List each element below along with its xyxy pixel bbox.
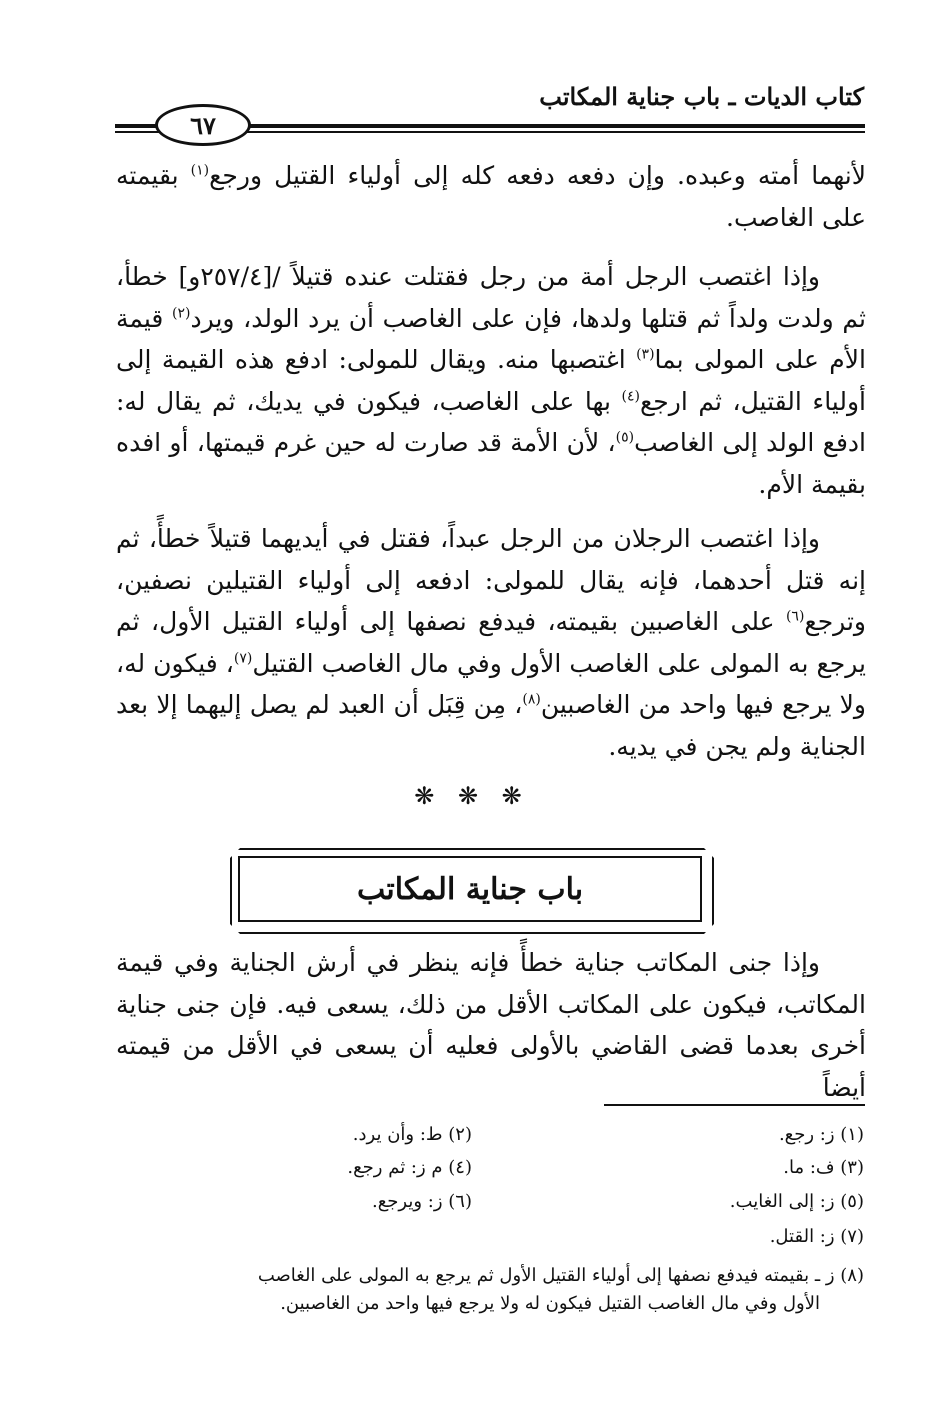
p2-text-c: اغتصبها منه. ويقال للمولى: ادفع هذه القيمة إلى أولياء القتيل، ثم ارجع [116, 345, 866, 416]
footnote-2: (٢) ط: وأن يرد. [352, 1124, 472, 1145]
p2-text-a: وإذا اغتصب الرجل أمة من رجل فقتلت عنده قتيلاً /[٢٥٧/٤و] خطأ، ثم ولدت ولداً ثم قتلها ولدها، فإن على الغاصب أن يرد الولد، ويرد [116, 262, 866, 333]
footnote-ref-4[interactable]: (٤) [621, 388, 640, 405]
p2-text-d: بها على الغاصب، فيكون في يديك، ثم يقال له: ادفع الولد إلى الغاصب [116, 386, 866, 458]
footnote-ref-5[interactable]: (٥) [615, 430, 635, 447]
footnote-8 [104, 1262, 864, 1318]
p2-text-b: قيمة الأم على المولى بما [116, 303, 866, 375]
footnote-ref-1[interactable]: (١) [190, 162, 210, 179]
p3-text-d: ، مِن قِبَل أن العبد لم يصل إليهما إلا بعد الجناية ولم يجن في يديه. [116, 690, 866, 761]
page-number: ٦٧ [155, 104, 251, 146]
chapter-title: باب جناية المكاتب [238, 856, 702, 922]
p1-text-b: بقيمته على الغاصب. [116, 161, 866, 232]
paragraph-3 [116, 518, 866, 768]
footnote-ref-3[interactable]: (٣) [636, 346, 655, 363]
footnote-1: (١) ز: رجع. [778, 1124, 864, 1145]
footnote-5: (٥) ز: إلى الغايب. [729, 1191, 864, 1212]
p3-text-a: وإذا اغتصب الرجلان من الرجل عبداً، فقتل في أيديهما قتيلاً خطأً، ثم إنه قتل أحدهما، فإنه يقال للمولى: ادفعه إلى أولياء القتيلين نصفين، وترجع [116, 524, 866, 637]
footnote-8-line-2: الأول وفي مال الغاصب القتيل فيكون له ولا يرجع فيها واحد من الغاصبين. [280, 1293, 820, 1314]
footnote-4: (٤) م ز: ثم رجع. [347, 1157, 472, 1178]
p4-text: وإذا جنى المكاتب جناية خطأً فإنه ينظر في أرش الجناية وفي قيمة المكاتب، فيكون على المكاتب الأقل من ذلك، يسعى فيه. فإن جنى جناية أخرى بعدما قضى القاضي بالأولى فعليه أن يسعى في الأقل من قيمته أيضاً [116, 948, 866, 1102]
footnote-ref-8[interactable]: (٨) [522, 692, 541, 709]
footnote-6: (٦) ز: ويرجع. [372, 1191, 472, 1212]
paragraph-1 [116, 155, 866, 238]
p1-text-a: لأنهما أمته وعبده. وإن دفعه دفعه كله إلى أولياء القتيل ورجع [209, 161, 867, 190]
p3-text-b: على الغاصبين بقيمته، فيدفع نصفها إلى أولياء القتيل الأول، ثم يرجع به المولى على الغاصب الأول وفي مال الغاصب القتيل [116, 607, 866, 678]
footnote-rule [604, 1104, 865, 1106]
footnote-ref-7[interactable]: (٧) [233, 650, 253, 667]
footnote-8-line-1: (٨) ز ـ بقيمته فيدفع نصفها إلى أولياء القتيل الأول ثم يرجع به المولى على الغاصب [257, 1265, 864, 1286]
footnote-7: (٧) ز: القتل. [769, 1226, 864, 1247]
paragraph-2 [116, 256, 866, 506]
p3-text-c: ، فيكون له، ولا يرجع فيها واحد من الغاصبين [116, 648, 866, 720]
footnote-ref-2[interactable]: (٢) [172, 305, 191, 322]
running-header: كتاب الديات ـ باب جناية المكاتب [539, 82, 864, 111]
section-separator: ❋ ❋ ❋ [414, 782, 530, 810]
p2-text-e: ، لأن الأمة قد صارت له حين غرم قيمتها، أو افده بقيمة الأم. [116, 428, 866, 499]
footnote-3: (٣) ف: ما. [783, 1157, 864, 1178]
footnote-ref-6[interactable]: (٦) [785, 608, 805, 625]
paragraph-4 [116, 942, 866, 1108]
